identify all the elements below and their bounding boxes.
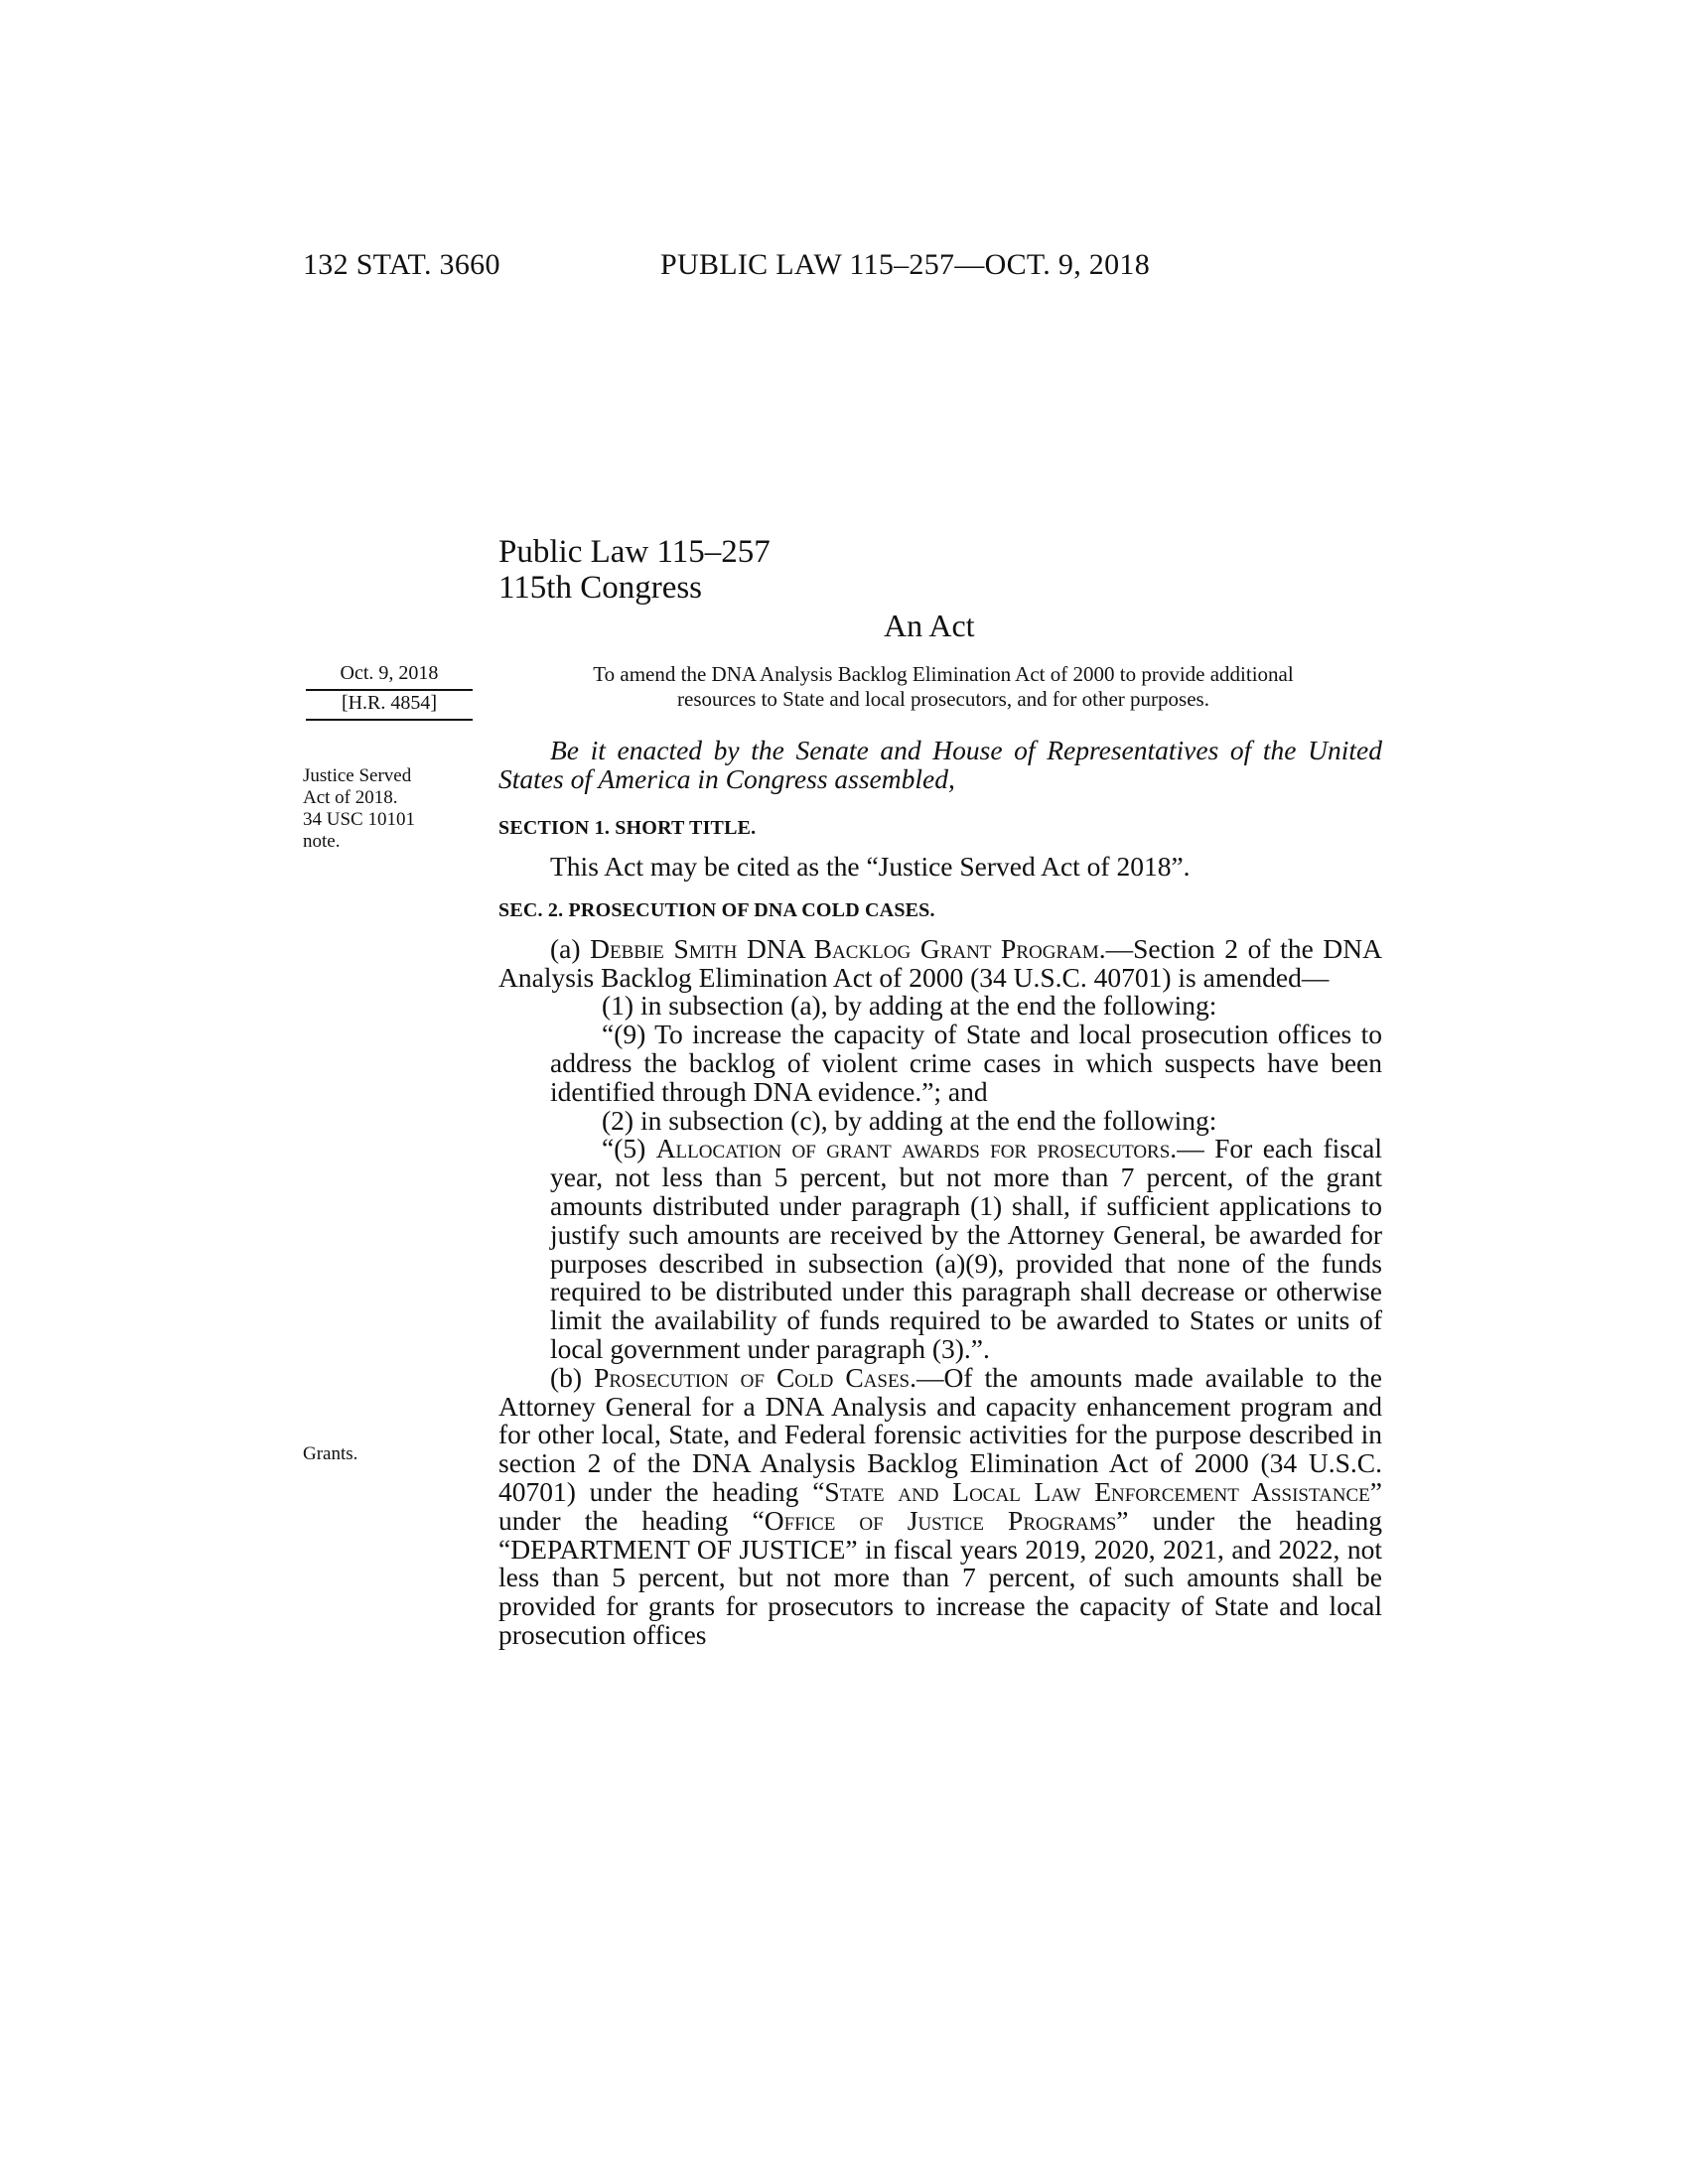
- subsection-b-text-1: —Of the amounts made available to the Attorney General for a DNA Analysis and capacity enhancement program and for other local, State, and Federal forensic activities for the purpose described in section 2 of the DNA Analysis Backlog Elimination Act of 2000 (34 U.S.C. 40701) under the heading “: [498, 1361, 1382, 1507]
- subsection-a-caption: Debbie Smith DNA Backlog Grant Program.: [590, 932, 1106, 964]
- margin-rule-top: [306, 689, 473, 691]
- subsection-a-label: (a): [550, 932, 591, 964]
- section-2-heading: SEC. 2. PROSECUTION OF DNA COLD CASES.: [498, 899, 935, 921]
- bill-number: [H.R. 4854]: [341, 692, 438, 714]
- enacting-clause: [498, 737, 1382, 794]
- paragraph-2: (2) in subsection (c), by adding at the end the following:: [602, 1104, 1217, 1136]
- stat-page-number: 132 STAT. 3660: [303, 248, 500, 281]
- congress-number: 115th Congress: [498, 570, 703, 606]
- paragraph-2-text: — For each fiscal year, not less than 5 percent, but not more than 7 percent, of the grant amounts distributed under paragraph (1) shall, if sufficient applications to justify such amounts are received by the Attorney General, be awarded for purposes described in subsection (a)(9), provided that none of the funds required to be distributed under this paragraph shall decrease or otherwise limit the availability of funds required to be awarded to States or units of local government under paragraph (3).”.: [550, 1133, 1383, 1364]
- paragraph-2-caption: Allocation of grant awards for prosecutors.: [655, 1133, 1178, 1164]
- enactment-date: Oct. 9, 2018: [340, 662, 439, 684]
- subsection-a: [498, 932, 1382, 993]
- margin-note-line: 34 USC 10101: [303, 809, 415, 830]
- public-law-number: Public Law 115–257: [498, 534, 771, 570]
- section-1: [498, 814, 1382, 882]
- section-2: [498, 896, 1382, 1650]
- subsection-b-text-2: ” under the heading “: [498, 1475, 1382, 1536]
- purpose-line-2: resources to State and local prosecutors, and for other purposes.: [677, 687, 1209, 711]
- subsection-b-heading-2: Office of Justice Programs: [764, 1504, 1117, 1536]
- paragraph-2-label: “(5): [602, 1133, 656, 1164]
- an-act-heading: An Act: [884, 608, 975, 643]
- subsection-b-caption: Prosecution of Cold Cases.: [594, 1361, 916, 1393]
- purpose-line-1: To amend the DNA Analysis Backlog Elimination Act of 2000 to provide additional: [593, 662, 1294, 686]
- act-purpose: [506, 662, 1380, 712]
- paragraph-1-quote: “(9) To increase the capacity of State and local prosecution offices to address the backlog of violent crime cases in which suspects have been identified through DNA evidence.”; and: [550, 1019, 1382, 1107]
- paragraph-1: (1) in subsection (a), by adding at the end the following:: [602, 990, 1217, 1022]
- section-1-text: This Act may be cited as the “Justice Served Act of 2018”.: [550, 850, 1191, 882]
- subsection-a-text: —Section 2 of the DNA Analysis Backlog Elimination Act of 2000 (34 U.S.C. 40701) is amended—: [498, 932, 1382, 993]
- enacting-clause-text: Be it enacted by the Senate and House of Representatives of the United States of America in Congress assembled,: [498, 735, 1382, 794]
- subsection-b-text-3: ” under the heading “DEPARTMENT OF JUSTICE” in fiscal years 2019, 2020, 2021, and 2022, not less than 5 percent, but not more than 7 percent, of such amounts shall be provided for grants for prosecutors to increase the capacity of State and local prosecution offices: [498, 1504, 1382, 1650]
- subsection-b-label: (b): [550, 1361, 595, 1393]
- margin-note-line: note.: [303, 831, 341, 852]
- section-1-heading: SECTION 1. SHORT TITLE.: [498, 817, 757, 839]
- running-header: PUBLIC LAW 115–257—OCT. 9, 2018: [660, 248, 1151, 281]
- margin-note-line: Act of 2018.: [303, 787, 398, 808]
- subsection-b-heading-1: State and Local Law Enforcement Assistance: [824, 1475, 1370, 1507]
- margin-rule-bottom: [306, 719, 473, 721]
- margin-note-grants: Grants.: [303, 1443, 358, 1464]
- paragraph-2-quote: [498, 1135, 1382, 1363]
- subsection-b: [498, 1361, 1382, 1650]
- margin-note-line: Justice Served: [303, 765, 412, 786]
- margin-note-short-title: [303, 765, 472, 853]
